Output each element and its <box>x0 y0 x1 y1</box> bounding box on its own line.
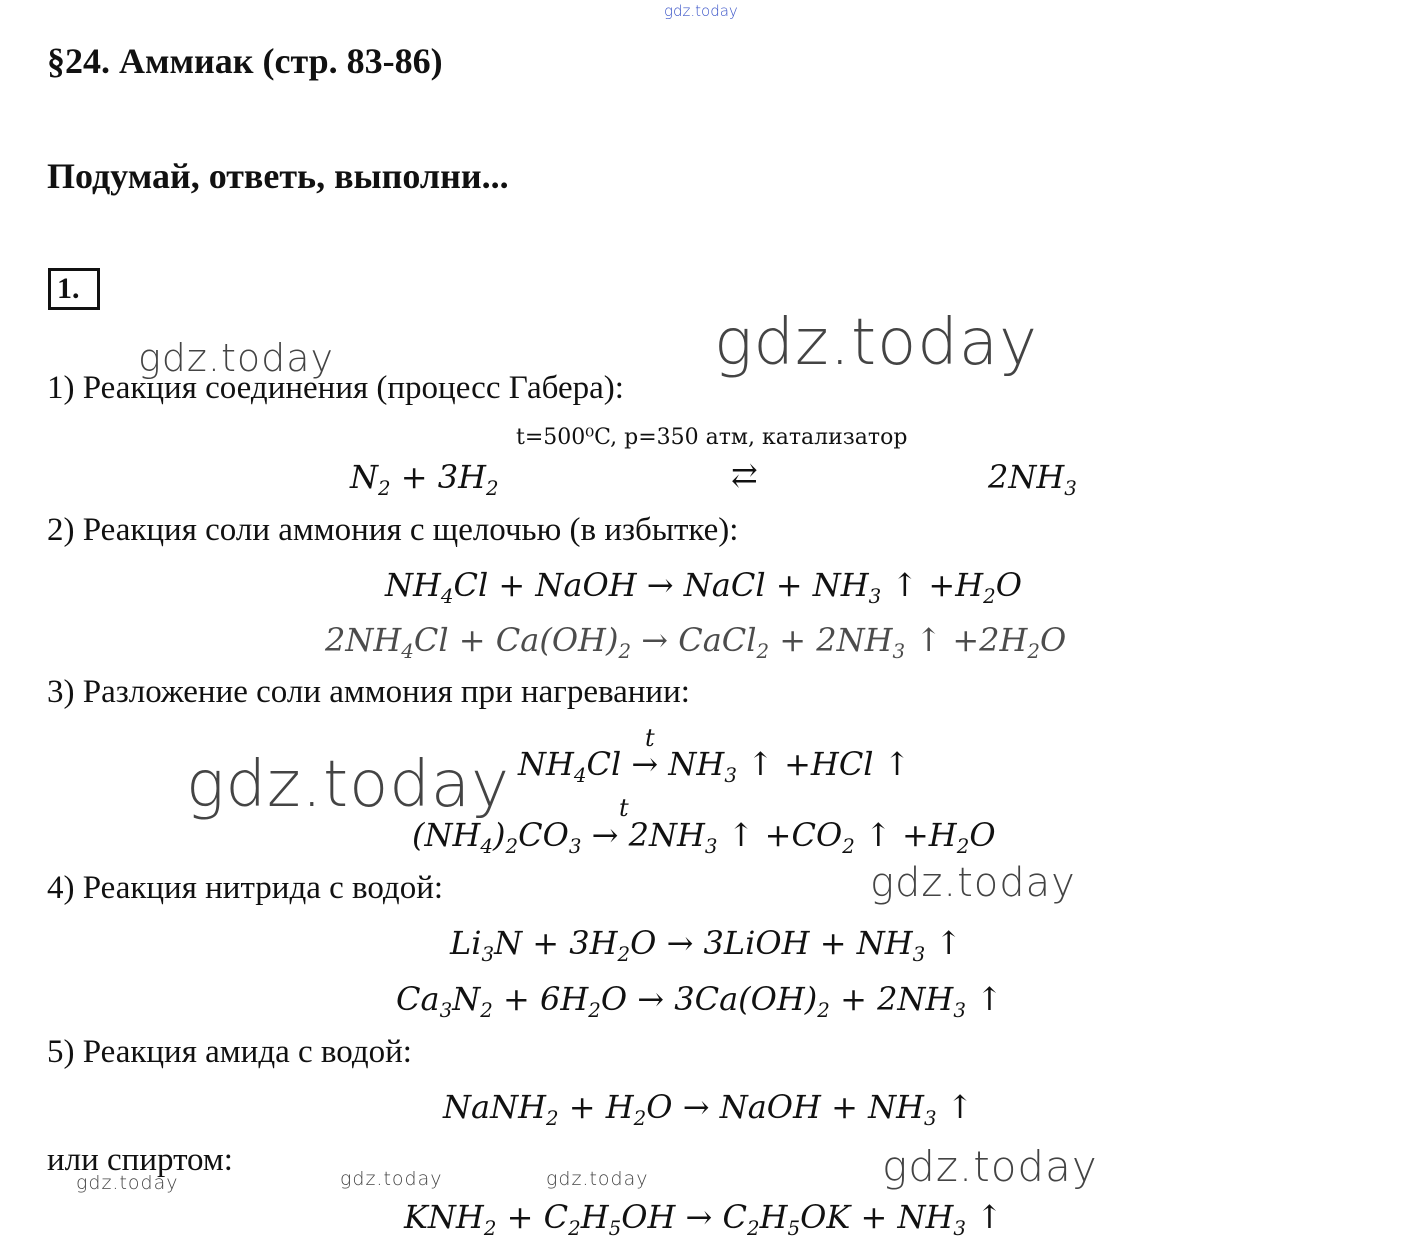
watermark-large-2: gdz.today <box>186 748 510 822</box>
item-1-label: 1) Реакция соединения (процесс Габера): <box>47 370 624 406</box>
page-title: §24. Аммиак (стр. 83-86) <box>47 41 443 81</box>
watermark-small-3: gdz.today <box>546 1168 649 1190</box>
equation-haber-product: $2NH_3$ <box>988 458 1077 500</box>
item-3-label: 3) Разложение соли аммония при нагревании: <box>47 674 690 710</box>
watermark-top: gdz.today <box>664 2 738 20</box>
item-5-label: 5) Реакция амида с водой: <box>47 1034 412 1070</box>
item-5-alt-label: или спиртом: <box>47 1142 233 1178</box>
equation-li3n-water: $Li_3N + 3H_2O$ → 3LiOH + $NH_3$ ↑ <box>450 924 963 966</box>
heat-symbol-1: t <box>645 724 655 752</box>
equation-haber-reactants: $N_2 + 3H_2$ <box>350 458 499 500</box>
equation-nanh2-water: NaNH$_2$ + $H_2O$ → NaOH + $NH_3$ ↑ <box>443 1088 974 1130</box>
equation-nh4cl-caoh2: $2NH_4Cl + Ca(OH)_2$ → CaCl$_2$ + $2NH_3$ ↑ $+2H_2O$ <box>325 621 1067 663</box>
equilibrium-arrow-icon: ⇄ <box>731 456 758 494</box>
heat-symbol-2: t <box>619 794 629 822</box>
section-subtitle: Подумай, ответь, выполни... <box>47 156 509 196</box>
item-4-label: 4) Реакция нитрида с водой: <box>47 870 444 906</box>
equation-nh4cl-decomposition: $NH_4Cl \to NH_3$ ↑ +HCl ↑ <box>518 745 911 787</box>
equation-nh4-2co3-decomposition: $(NH_4)_2CO_3 \to 2NH_3$ ↑ $+CO_2$ ↑ $+H_2O$ <box>412 816 996 858</box>
watermark-medium-1: gdz.today <box>138 336 334 380</box>
watermark-small-1: gdz.today <box>76 1172 179 1194</box>
watermark-large-1: gdz.today <box>714 306 1038 380</box>
task-number: 1. <box>48 268 100 310</box>
haber-conditions: t=500⁰C, p=350 атм, катализатор <box>516 425 908 450</box>
item-2-label: 2) Реакция соли аммония с щелочью (в избытке): <box>47 512 739 548</box>
watermark-small-2: gdz.today <box>340 1168 443 1190</box>
equation-ca3n2-water: $Ca_3N_2 + 6H_2O \to 3Ca(OH)_2 + 2NH_3$ ↑ <box>396 980 1003 1022</box>
equation-knh2-ethanol: $KNH_2 + C_2H_5OH \to C_2H_5OK + NH_3$ ↑ <box>404 1198 1003 1240</box>
watermark-medium-3: gdz.today <box>882 1142 1098 1191</box>
equation-nh4cl-naoh: $NH_4Cl$ + NaOH → NaCl + $NH_3$ ↑ $+H_2O$ <box>385 566 1022 608</box>
watermark-medium-2: gdz.today <box>870 860 1076 906</box>
